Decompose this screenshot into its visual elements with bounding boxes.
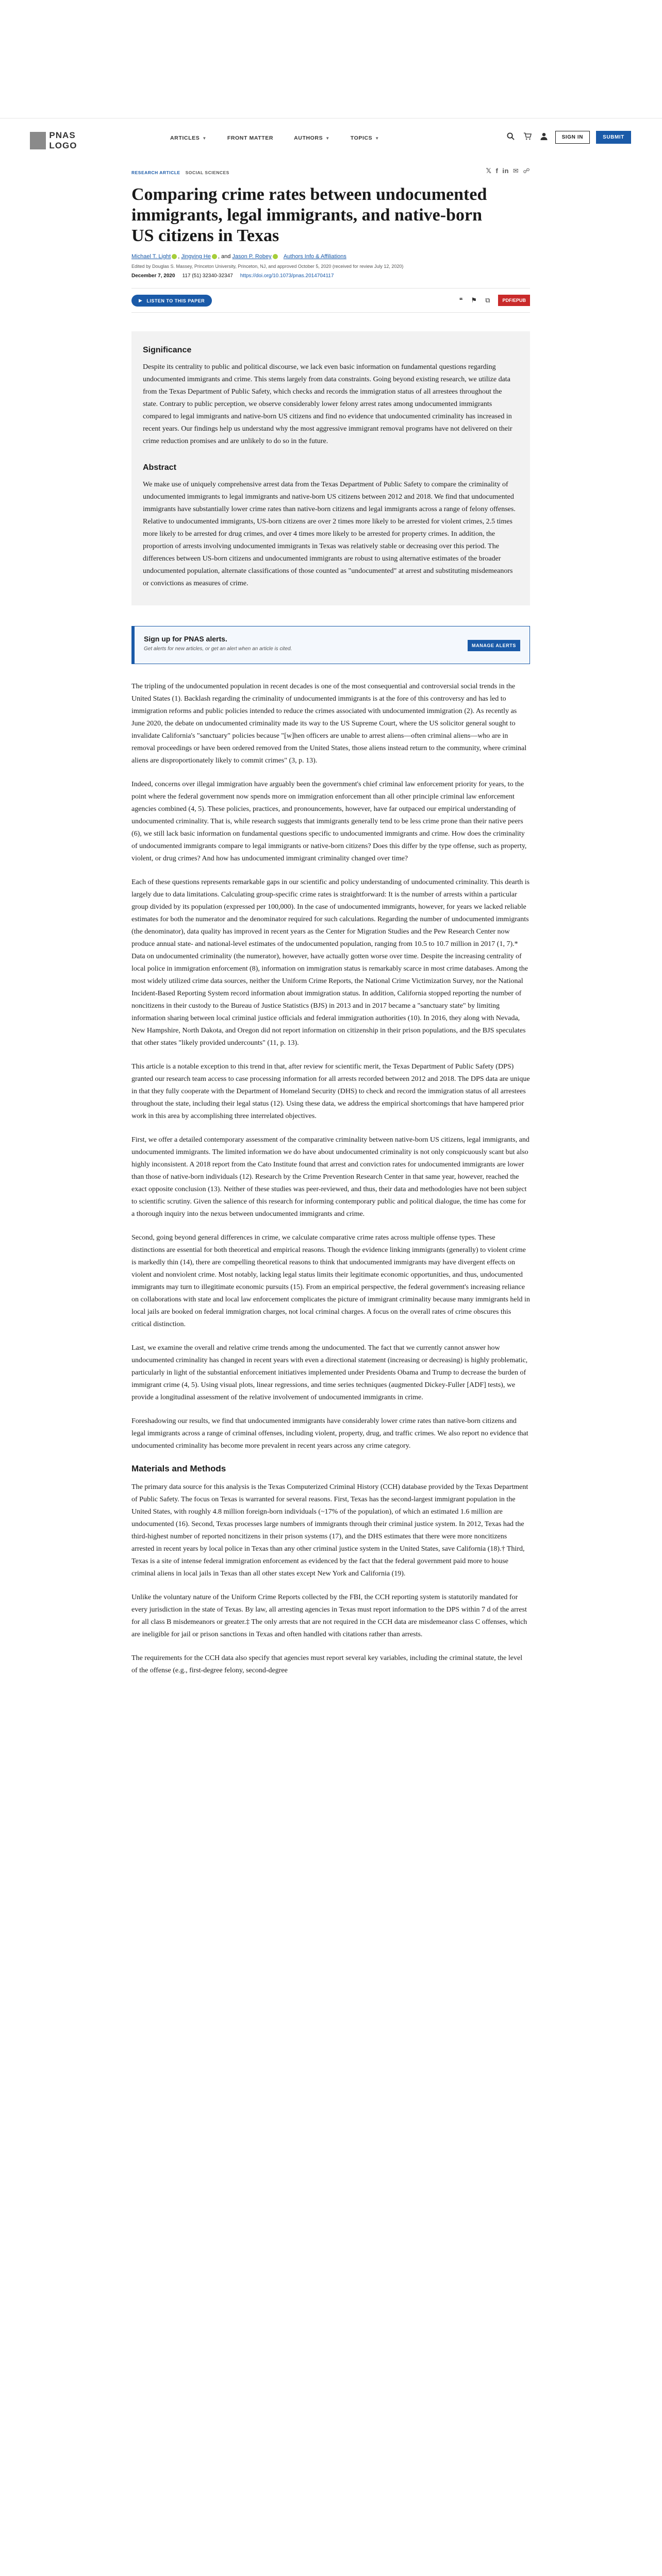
significance-heading: Significance: [143, 346, 192, 354]
share-icon[interactable]: ⧉: [485, 296, 490, 304]
methods-heading: Materials and Methods: [131, 1464, 226, 1473]
methods-paragraph: Unlike the voluntary nature of the Uniform Crime Reports collected by the FBI, the CCH reporting system is statutorily mandated for every jurisdiction in the state of Texas. By law, all arresting agencies in Texas must report information to the DPS within 7 d of the arrest for all class B misdemeanors or greater.‡ The only arrests that are not required in the CCH data are misdemeanor class C offenses, which are ineligible for jail or prison sanctions in Texas and often handled with citations rather than arrests.: [131, 1594, 527, 1638]
listen-label: LISTEN TO THIS PAPER: [146, 298, 205, 303]
orcid-icon[interactable]: [172, 254, 177, 259]
twitter-icon[interactable]: 𝕏: [486, 167, 492, 175]
article-meta-tags: [131, 167, 530, 175]
cite-icon[interactable]: ❝: [459, 296, 463, 304]
body-paragraph: Last, we examine the overall and relative crime trends among the undocumented. The fact that we currently cannot answer how undocumented criminality has changed in recent years with even a directional statement (increasing or decreasing) is highly problematic, particularly in light of the substantial enforcement initiatives implemented under Presidents Obama and Trump to decrease the burden of immigrant crime (4, 5). Using visual plots, linear regressions, and time series techniques (augmented Dickey-Fuller [ADF] tests), we provide a longitudinal assessment of the relative involvement of undocumented immigrants in crime.: [131, 1344, 528, 1401]
body-paragraph: First, we offer a detailed contemporary assessment of the comparative criminality between native-born US citizens, legal immigrants, and undocumented immigrants. The limited information we do have about undocumented criminality is not only conspicuously scant but also highly inconsistent. A 2018 report from the Cato Institute found that arrest and conviction rates for undocumented immigrants are lower than those of native-born individuals (12). Research by the Crime Prevention Research Center in that same year, however, reached the exact opposite conclusion (13). Neither of these studies was peer-reviewed, and thus, their data and methodologies have not been subject to scientific scrutiny. Given the salience of this research for informing contemporary public and political dialogue, the time has come for a thorough inquiry into the nexus between undocumented immigrants and crime.: [131, 1136, 529, 1218]
nav-articles-label: ARTICLES: [170, 135, 200, 141]
body-paragraph: Second, going beyond general differences in crime, we calculate comparative crime rates across multiple offense types. These distinctions are essential for both theoretical and empirical reasons. Though the evidence linking immigrants (generally) to violent crime is markedly thin (14), there are compelling theoretical reasons to think that undocumented immigrants may have divergent effects on violent and nonviolent crime. Most notably, lacking legal status limits their legitimate economic opportunities, and thus, undocumented immigrants may turn to illegitimate economic pursuits (15). From an empirical perspective, the federal government's increasing reliance on collaborations with state and local law enforcement complicates the picture of immigrant criminality because many immigrants held in local jails are booked on federal immigration charges, not local criminal charges. A focus on the overall rates of crime obscures this critical distinction.: [131, 1234, 530, 1328]
body-paragraph: This article is a notable exception to this trend in that, after review for scientific merit, the Texas Department of Public Safety (DPS) granted our research team access to case processing information for all arrests recorded between 2012 and 2018. The DPS data are unique in that they fully cooperate with the Department of Homeland Security (DHS) to check and record the immigration status of all arrestees throughout the state, including their legal status (12). Using these data, we address the empirical shortcomings that have hampered prior work in this area by accomplishing three interrelated objectives.: [131, 1063, 530, 1120]
article-type[interactable]: RESEARCH ARTICLE: [131, 170, 180, 175]
article-body: [131, 681, 530, 1677]
abstract-text: We make use of uniquely comprehensive arrest data from the Texas Department of Public Safety to compare the criminality of undocumented immigrants to legal immigrants and native-born US citizens between 2012 and 2018. We find that undocumented immigrants have substantially lower crime rates than native-born citizens and legal immigrants across a range of felony offenses. Relative to undocumented immigrants, US-born citizens are over 2 times more likely to be arrested for violent crimes, 2.5 times more likely to be arrested for drug crimes, and over 4 times more likely to be arrested for property crimes. In addition, the proportion of arrests involving undocumented immigrants in Texas was relatively stable or decreasing over this period. The differences between US-born citizens and undocumented immigrants are robust to using alternative estimates of the broader undocumented population, alternate classifications of those counted as "undocumented" at arrest and substituting misdemeanors or convictions as measures of crime.: [143, 481, 516, 587]
body-paragraph: Indeed, concerns over illegal immigration have arguably been the government's chief criminal law enforcement priority for years, to the point where the federal government now spends more on immigration enforcement than all other principle criminal law enforcement agencies combined (4, 5). These policies, practices, and pronouncements, however, have far outpaced our empirical understanding of undocumented criminality. That is, while research suggests that immigrants generally tend to be less crime prone than their native peers (6), we still lack basic information on fundamental questions specific to undocumented immigrants and crime. How does the criminality of undocumented immigrants compare to legal immigrants or native-born citizens? Does this differ by the type offense, such as property, violent, or drug crimes? And how has undocumented immigrant criminality changed over time?: [131, 781, 527, 862]
body-paragraph: Foreshadowing our results, we find that undocumented immigrants have considerably lower crime rates than native-born citizens and legal immigrants across a range of criminal offenses, including violent, property, drug, and traffic crimes. We also report no evidence that undocumented criminality has become more prevalent in recent years across any crime category.: [131, 1417, 528, 1450]
facebook-icon[interactable]: f: [495, 167, 499, 175]
bookmark-icon[interactable]: ⚑: [471, 296, 477, 304]
nav-topics[interactable]: [351, 135, 379, 141]
body-paragraph: The tripling of the undocumented population in recent decades is one of the most consequential and controversial social trends in the United States (1). Backlash regarding the criminality of undocumented immigrants is at the fore of this controversy and has led to immigration reforms and public policies intended to reduce the crimes associated with undocumented immigration (2). As recently as June 2020, the debate on undocumented criminality made its way to the US Supreme Court, where the US solicitor general sought to invalidate California's "sanctuary" policies because "[w]hen officers are unable to arrest aliens—often criminal aliens—who are in removal proceedings or have been ordered removed from the United States, those aliens instead return to the community, where criminal aliens are disproportionately likely to commit crimes" (3, p. 13).: [131, 683, 527, 765]
pnas-logo[interactable]: [30, 130, 102, 151]
email-icon[interactable]: ✉: [512, 167, 519, 175]
publication-date: December 7, 2020: [131, 273, 175, 279]
linkedin-icon[interactable]: in: [502, 167, 509, 175]
edited-by: Edited by Douglas S. Massey, Princeton University, Princeton, NJ, and approved October 5, 2020 (received for review July 12, 2020): [131, 264, 404, 269]
article-toolbar: [131, 288, 530, 313]
body-paragraph: Each of these questions represents remarkable gaps in our scientific and policy understanding of undocumented criminality. This dearth is largely due to data limitations. Calculating group-specific crime rates is straightforward: It is the number of arrests within a particular group divided by its population (expressed per 100,000). In the case of undocumented immigrants, however, for years we lacked reliable estimates for both the numerator and the denominator required for such calculations. Regarding the number of undocumented immigrants (the denominator), data quality has improved in recent years as the Center for Migration Studies and the Pew Research Center now produce annual state- and national-level estimates of the undocumented population, ranging from 10.5 to 10.7 million in 2017 (1, 7).* Data on undocumented criminality (the numerator), however, have actually gotten worse over time. Despite the increasing centrality of local police in immigration enforcement (8), information on immigration status is remarkably scarce in most crime databases. Among the most widely utilized crime data sources, neither the Uniform Crime Reports, the National Crime Victimization Survey, nor the National Incident-Based Reporting System record information about immigration status. In addition, California stopped reporting the number of noncitizens in their custody to the Bureau of Justice Statistics (BJS) in 2013 and in 2017 became a "sanctuary state" by limiting information sharing between local criminal justice officials and federal immigration authorities (10). In 2016, they along with Nevada, New Hampshire, North Dakota, and Oregon did not report information on citizenship in their prison populations, and the BJS speculates that other states "likely provided undercounts" (11, p. 13).: [131, 878, 530, 1047]
chevron-down-icon: ▼: [375, 135, 379, 141]
significance-text: Despite its centrality to public and political discourse, we lack even basic information on fundamental questions regarding undocumented immigrants and crime. This stems largely from data constraints. Going beyond existing research, we utilize data from the Texas Department of Public Safety, which checks and records the immigration status of all arrestees throughout the state. Contrary to public perception, we observe considerably lower felony arrest rates among undocumented immigrants compared to legal immigrants and native-born US citizens and find no evidence that undocumented criminality has increased in recent years. Our findings help us understand why the most aggressive immigrant removal programs have not delivered on their crime reduction promises and are unlikely to do so in the future.: [143, 363, 512, 445]
cart-icon[interactable]: [522, 132, 533, 143]
author-link[interactable]: Jingying He: [181, 253, 211, 260]
manage-alerts-button[interactable]: MANAGE ALERTS: [468, 640, 520, 651]
author-link[interactable]: Michael T. Light: [131, 253, 171, 260]
abstract-heading: Abstract: [143, 463, 176, 472]
user-icon[interactable]: [539, 132, 549, 143]
chevron-down-icon: ▼: [325, 135, 330, 141]
toolbar-actions: [459, 295, 530, 306]
nav-front-matter[interactable]: [227, 135, 273, 141]
significance-abstract-box: [131, 331, 530, 605]
logo-mark: [30, 132, 46, 149]
orcid-icon[interactable]: [212, 254, 217, 259]
logo-text: PNAS LOGO: [49, 130, 77, 150]
chevron-down-icon: ▼: [202, 135, 207, 141]
main-nav: [170, 135, 379, 141]
methods-paragraph: The primary data source for this analysis is the Texas Computerized Criminal History (CCH) database provided by the Texas Department of Public Safety. The focus on Texas is warranted for several reasons. First, Texas has the second-largest immigrant population in the United States, with roughly 4.8 million foreign-born individuals (~17% of the population), of which an estimated 1.6 million are undocumented (16). Second, Texas processes large numbers of immigrants through their criminal justice system. In 2012, Texas had the third-highest number of reported noncitizens in their prison systems (17), and the DHS estimates that there were more noncitizens arrested in recent years by local police in Texas than any other criminal justice system in the United States, save California (18).† Third, Texas is a site of intense federal immigration enforcement as evidenced by the fact that the federal government paid more to house criminal aliens in local jails in Texas than all other states except New York and California (19).: [131, 1483, 528, 1578]
author-conjunction: and: [221, 253, 231, 260]
alerts-subtitle: Get alerts for new articles, or get an alert when an article is cited.: [144, 646, 292, 652]
orcid-icon[interactable]: [273, 254, 278, 259]
nav-topics-label: TOPICS: [350, 135, 373, 141]
authors-info-link[interactable]: Authors Info & Affiliations: [283, 253, 346, 260]
article-section[interactable]: SOCIAL SCIENCES: [185, 170, 229, 175]
site-header: [0, 0, 662, 118]
author-link[interactable]: Jason P. Robey: [232, 253, 272, 260]
nav-authors-label: AUTHORS: [294, 135, 323, 141]
article-title: Comparing crime rates between undocumented immigrants, legal immigrants, and native-born US citizens in Texas: [131, 185, 487, 245]
share-tools: [486, 167, 530, 175]
nav-articles[interactable]: [170, 135, 207, 141]
author-list: Michael T. Light , Jingying He , and Jason P. Robey Authors Info & Affiliations: [131, 253, 346, 260]
alerts-title: Sign up for PNAS alerts.: [144, 635, 227, 643]
share-icon[interactable]: ☍: [523, 167, 530, 175]
header-tools: [506, 131, 631, 144]
article: [131, 167, 530, 1688]
alerts-signup: [131, 626, 530, 664]
play-icon: ▶: [139, 298, 143, 303]
nav-front-matter-label: FRONT MATTER: [227, 135, 274, 141]
search-icon[interactable]: [506, 132, 516, 143]
listen-button[interactable]: [131, 295, 212, 307]
submit-button[interactable]: SUBMIT: [596, 131, 631, 144]
pdf-button[interactable]: PDF/EPUB: [498, 295, 530, 306]
publication-info: [131, 273, 530, 279]
methods-paragraph: The requirements for the CCH data also specify that agencies must report several key variables, including the criminal statute, the level of the offense (e.g., first-degree felony, second-degree: [131, 1654, 523, 1674]
volume-info: 117 (51) 32340-32347: [182, 273, 233, 279]
nav-authors[interactable]: [294, 135, 330, 141]
doi-link[interactable]: https://doi.org/10.1073/pnas.2014704117: [240, 273, 334, 279]
sign-in-button[interactable]: SIGN IN: [555, 131, 590, 144]
